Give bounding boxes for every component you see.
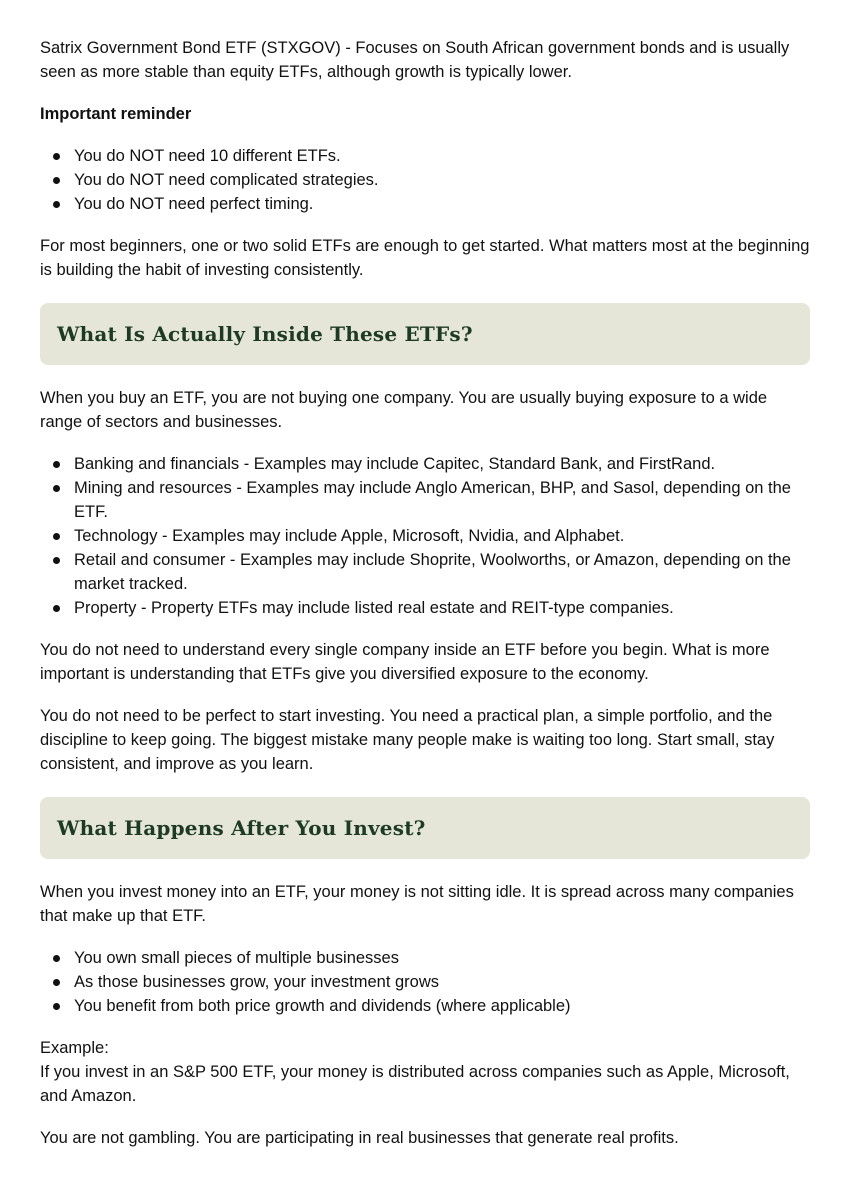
bullet-icon (53, 605, 60, 612)
bullet-icon (53, 979, 60, 986)
list-item: Mining and resources - Examples may include Anglo American, BHP, and Sasol, depending on the ETF. (40, 476, 810, 524)
section-heading-box (40, 797, 810, 859)
section-heading: What Is Actually Inside These ETFs? (57, 322, 473, 346)
list-item: You do NOT need complicated strategies. (40, 168, 810, 192)
bullet-icon (53, 485, 60, 492)
bullet-icon (53, 1003, 60, 1010)
document-page (40, 36, 810, 1150)
list-item: Retail and consumer - Examples may include Shoprite, Woolworths, or Amazon, depending on the market tracked. (40, 548, 810, 596)
bullet-icon (53, 201, 60, 208)
sector-list (40, 452, 810, 620)
list-item: You benefit from both price growth and dividends (where applicable) (40, 994, 810, 1018)
bullet-icon (53, 177, 60, 184)
bullet-icon (53, 557, 60, 564)
bullet-icon (53, 153, 60, 160)
reminder-title: Important reminder (40, 105, 192, 123)
section-heading-box (40, 303, 810, 365)
etf-intro-paragraph: When you buy an ETF, you are not buying one company. You are usually buying exposure to a wide range of sectors and businesses. (40, 389, 768, 431)
closing-paragraph: You are not gambling. You are participating in real businesses that generate real profits. (40, 1129, 679, 1147)
list-item: Banking and financials - Examples may include Capitec, Standard Bank, and FirstRand. (40, 452, 810, 476)
benefit-list (40, 946, 810, 1018)
example-label: Example: (40, 1039, 109, 1057)
beginners-paragraph: For most beginners, one or two solid ETFs are enough to get started. What matters most at the beginning is building the habit of investing consistently. (40, 237, 810, 279)
list-item: Technology - Examples may include Apple, Microsoft, Nvidia, and Alphabet. (40, 524, 810, 548)
list-item: You do NOT need 10 different ETFs. (40, 144, 810, 168)
after-invest-paragraph: When you invest money into an ETF, your money is not sitting idle. It is spread across many companies that make up that ETF. (40, 883, 794, 925)
list-item: As those businesses grow, your investment grows (40, 970, 810, 994)
example-paragraph: If you invest in an S&P 500 ETF, your money is distributed across companies such as Apple, Microsoft, and Amazon. (40, 1063, 790, 1105)
start-investing-paragraph: You do not need to be perfect to start investing. You need a practical plan, a simple portfolio, and the discipline to keep going. The biggest mistake many people make is waiting too long. Start small, stay consistent, and improve as you learn. (40, 707, 775, 773)
bullet-icon (53, 461, 60, 468)
diversified-paragraph: You do not need to understand every single company inside an ETF before you begin. What is more important is understanding that ETFs give you diversified exposure to the economy. (40, 641, 770, 683)
bullet-icon (53, 955, 60, 962)
list-item: You do NOT need perfect timing. (40, 192, 810, 216)
satrix-bond-paragraph: Satrix Government Bond ETF (STXGOV) - Focuses on South African government bonds and is usually seen as more stable than equity ETFs, although growth is typically lower. (40, 39, 790, 81)
section-heading: What Happens After You Invest? (57, 816, 426, 840)
list-item: You own small pieces of multiple businesses (40, 946, 810, 970)
bullet-icon (53, 533, 60, 540)
reminder-list (40, 144, 810, 216)
list-item: Property - Property ETFs may include listed real estate and REIT-type companies. (40, 596, 810, 620)
